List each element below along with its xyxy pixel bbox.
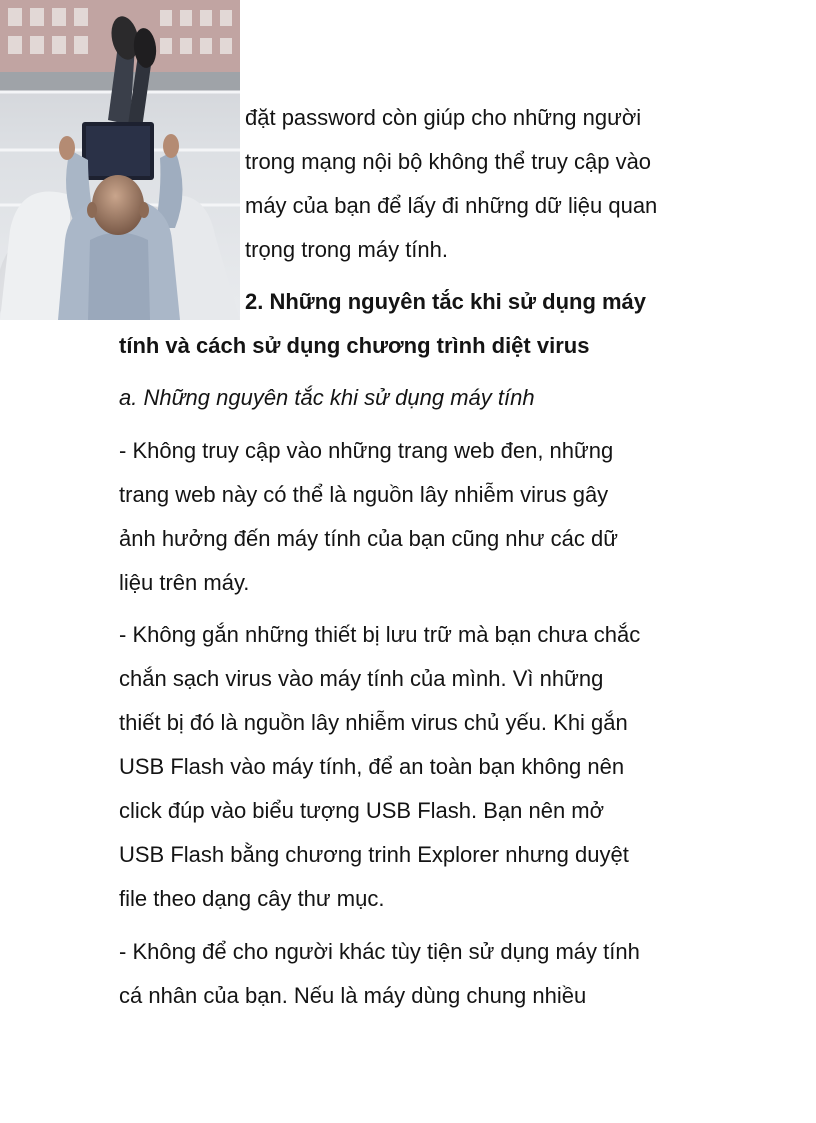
paragraph-line: - Không truy cập vào những trang web đen, những — [119, 438, 614, 463]
intro-line: trọng trong máy tính. — [245, 237, 448, 262]
paragraph-line: trang web này có thể là nguồn lây nhiễm virus gây — [119, 482, 609, 507]
paragraph-line: chắn sạch virus vào máy tính của mình. Vì những — [119, 666, 604, 691]
intro-line: đặt password còn giúp cho những người — [245, 105, 642, 130]
paragraph-line: thiết bị đó là nguồn lây nhiễm virus chủ yếu. Khi gắn — [119, 710, 628, 735]
paragraph-line: - Không gắn những thiết bị lưu trữ mà bạn chưa chắc — [119, 622, 641, 647]
paragraph-line: ảnh hưởng đến máy tính của bạn cũng như các dữ — [119, 526, 618, 551]
paragraph-line: file theo dạng cây thư mục. — [119, 886, 385, 911]
section-heading-line: 2. Những nguyên tắc khi sử dụng máy — [245, 289, 647, 314]
paragraph-line: - Không để cho người khác tùy tiện sử dụng máy tính — [119, 939, 640, 964]
paragraph-line: USB Flash bằng chương trinh Explorer nhưng duyệt — [119, 842, 629, 867]
intro-line: trong mạng nội bộ không thể truy cập vào — [245, 149, 652, 174]
paragraph-line: USB Flash vào máy tính, để an toàn bạn không nên — [119, 754, 625, 779]
subsection-heading: a. Những nguyên tắc khi sử dụng máy tính — [119, 385, 535, 410]
paragraph-line: liệu trên máy. — [119, 570, 250, 595]
paragraph-line: click đúp vào biểu tượng USB Flash. Bạn nên mở — [119, 798, 605, 823]
section-heading-line: tính và cách sử dụng chương trình diệt virus — [119, 333, 590, 358]
intro-line: máy của bạn để lấy đi những dữ liệu quan — [245, 193, 658, 218]
paragraph-line: cá nhân của bạn. Nếu là máy dùng chung nhiều — [119, 983, 587, 1008]
man-with-laptop-photo — [0, 0, 240, 320]
